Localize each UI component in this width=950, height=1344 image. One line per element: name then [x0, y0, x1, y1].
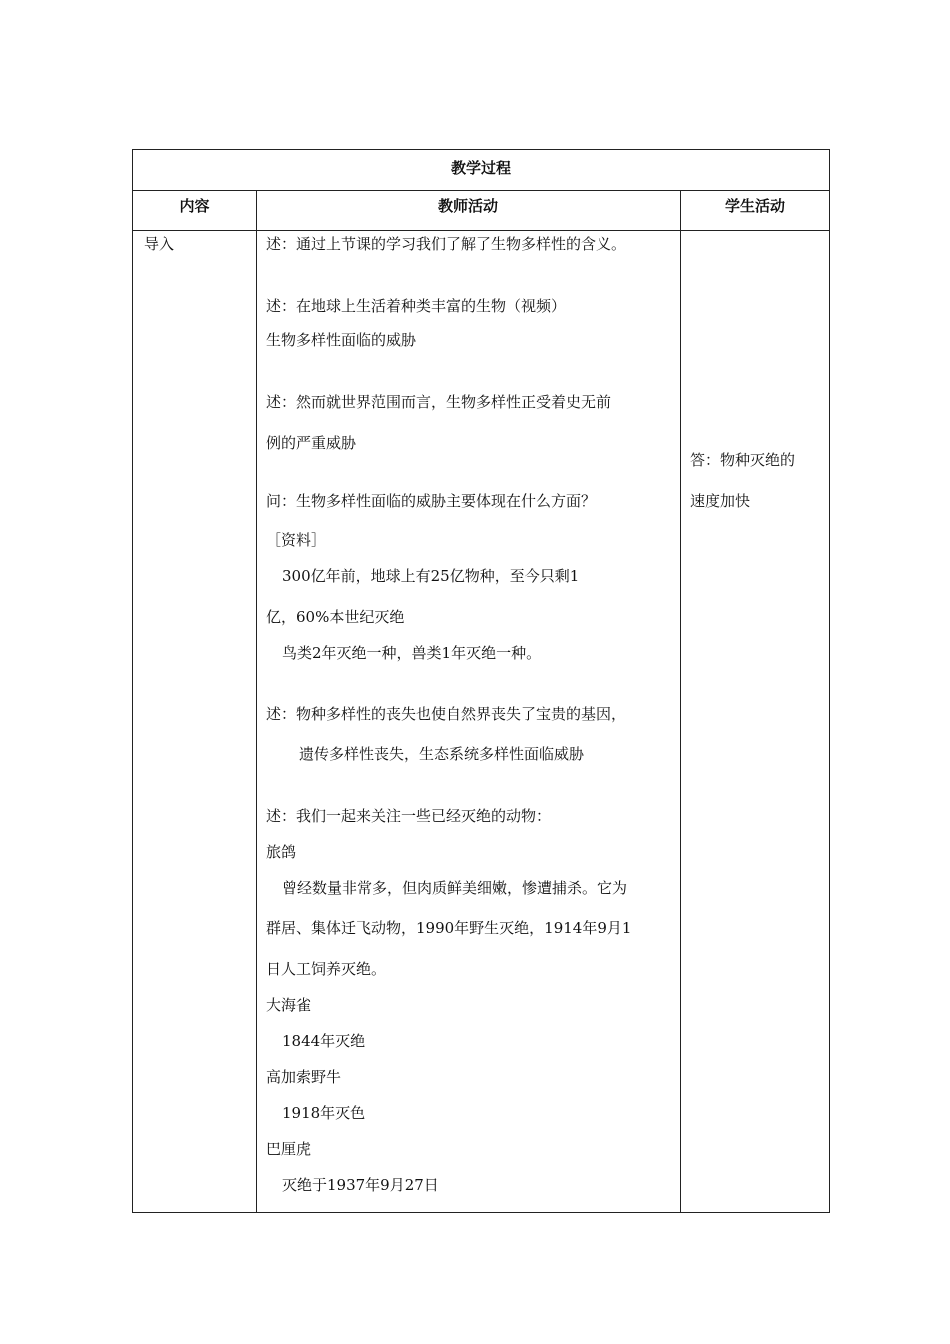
section-label: 导入: [144, 235, 175, 253]
teacher-line: 1844年灭绝: [282, 1032, 366, 1050]
teacher-line: ［资料］: [266, 531, 327, 549]
teacher-line: 群居、集体迁飞动物，1990年野生灭绝，1914年9月1: [266, 919, 632, 937]
teacher-line: 问：生物多样性面临的威胁主要体现在什么方面？: [266, 492, 597, 510]
student-line: 速度加快: [690, 492, 751, 510]
teacher-line: 例的严重威胁: [266, 434, 357, 452]
header-teacher-activity: 教师活动: [437, 197, 498, 215]
header-student-activity: 学生活动: [724, 197, 785, 215]
teacher-line: 旅鸽: [266, 843, 297, 861]
teacher-line: 1918年灭色: [282, 1104, 366, 1122]
teacher-line: 述：然而就世界范围而言，生物多样性正受着史无前: [266, 393, 612, 411]
table-title: 教学过程: [450, 159, 511, 177]
teacher-line: 灭绝于1937年9月27日: [282, 1176, 439, 1194]
teacher-line: 日人工饲养灭绝。: [266, 960, 387, 978]
column-divider: [256, 191, 257, 1212]
student-line: 答：物种灭绝的: [690, 451, 796, 469]
teacher-line: 巴厘虎: [266, 1140, 312, 1158]
table-title-row: [133, 150, 829, 191]
table-header-row: [133, 191, 829, 231]
teacher-line: 生物多样性面临的威胁: [266, 331, 417, 349]
teacher-line: 亿，60%本世纪灭绝: [266, 608, 405, 626]
column-divider: [680, 191, 681, 1212]
teacher-line: 遗传多样性丧失，生态系统多样性面临威胁: [299, 745, 585, 763]
lesson-table: [132, 149, 830, 1213]
teacher-line: 300亿年前，地球上有25亿物种，至今只剩1: [282, 567, 580, 585]
teacher-line: 述：通过上节课的学习我们了解了生物多样性的含义。: [266, 235, 627, 253]
teacher-line: 大海雀: [266, 996, 312, 1014]
teacher-line: 述：物种多样性的丧失也使自然界丧失了宝贵的基因，: [266, 705, 627, 723]
teacher-line: 述：在地球上生活着种类丰富的生物（视频）: [266, 297, 567, 315]
teacher-line: 述：我们一起来关注一些已经灭绝的动物：: [266, 807, 552, 825]
teacher-line: 高加索野牛: [266, 1068, 342, 1086]
teacher-line: 鸟类2年灭绝一种，兽类1年灭绝一种。: [282, 644, 542, 662]
header-content: 内容: [179, 197, 210, 215]
teacher-line: 曾经数量非常多，但肉质鲜美细嫩，惨遭捕杀。它为: [282, 879, 628, 897]
